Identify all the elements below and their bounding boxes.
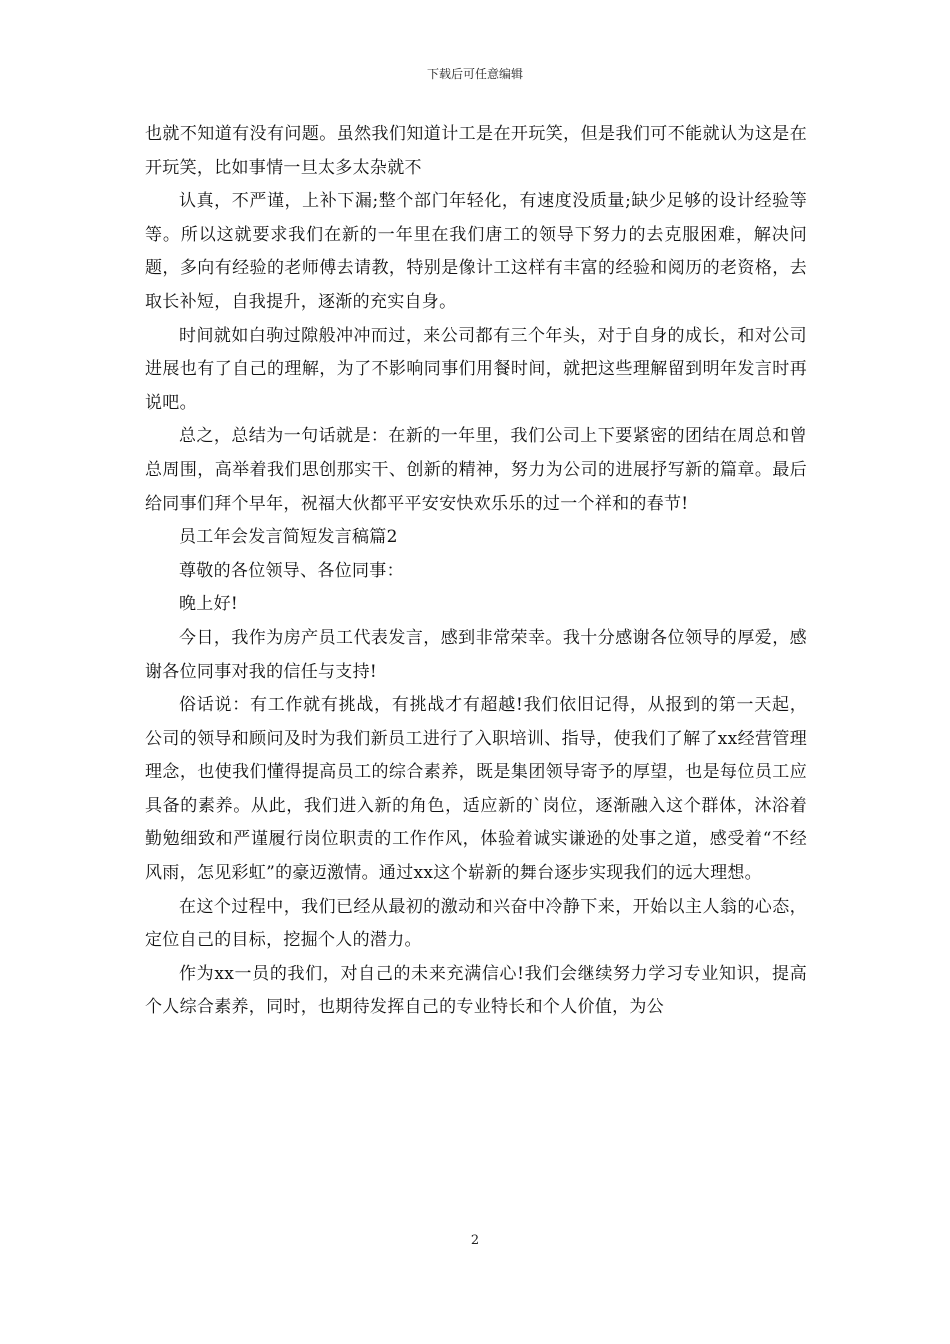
- paragraph-2: 认真，不严谨，上补下漏;整个部门年轻化，有速度没质量;缺少足够的设计经验等等。所以这就要求我们在新的一年里在我们唐工的领导下努力的去克服困难，解决问题，多向有经验的老师傅去请教，特别是像计工这样有丰富的经验和阅历的老资格，去取长补短，自我提升，逐渐的充实自身。: [145, 191, 807, 312]
- document-body: [145, 118, 807, 1025]
- salutation: 尊敬的各位领导、各位同事：: [179, 560, 404, 581]
- page-number: 2: [470, 1233, 480, 1248]
- paragraph-7: 在这个过程中，我们已经从最初的激动和兴奋中冷静下来，开始以主人翁的心态，定位自己的目标，挖掘个人的潜力。: [145, 896, 807, 951]
- section-title: 员工年会发言简短发言稿篇2: [179, 527, 398, 548]
- paragraph-1: 也就不知道有没有问题。虽然我们知道计工是在开玩笑，但是我们可不能就认为这是在开玩笑，比如事情一旦太多太杂就不: [145, 124, 807, 178]
- greeting: 晚上好!: [179, 594, 239, 615]
- paragraph-5: 今日，我作为房产员工代表发言，感到非常荣幸。我十分感谢各位领导的厚爱，感谢各位同事对我的信任与支持!: [145, 627, 807, 682]
- paragraph-4: 总之，总结为一句话就是：在新的一年里，我们公司上下要紧密的团结在周总和曾总周围，高举着我们思创那实干、创新的精神，努力为公司的进展抒写新的篇章。最后给同事们拜个早年，祝福大伙都平平安安快欢乐乐的过一个祥和的春节!: [145, 426, 807, 514]
- paragraph-8: 作为xx一员的我们，对自己的未来充满信心!我们会继续努力学习专业知识，提高个人综合素养，同时，也期待发挥自己的专业特长和个人价值，为公: [145, 963, 807, 1018]
- page-header: 下载后可任意编辑: [426, 67, 523, 81]
- paragraph-3: 时间就如白驹过隙般冲冲而过，来公司都有三个年头，对于自身的成长，和对公司进展也有了自己的理解，为了不影响同事们用餐时间，就把这些理解留到明年发言时再说吧。: [145, 325, 807, 413]
- paragraph-6: 俗话说：有工作就有挑战，有挑战才有超越!我们依旧记得，从报到的第一天起，公司的领导和顾问及时为我们新员工进行了入职培训、指导，使我们了解了xx经营管理理念，也使我们懂得提高员工的综合素养，既是集团领导寄予的厚望，也是每位员工应具备的素养。从此，我们进入新的角色，适应新的`岗位，逐渐融入这个群体，沐浴着勤勉细致和严谨履行岗位职责的工作作风，体验着诚实谦逊的处事之道，感受着“不经风雨，怎见彩虹”的豪迈激情。通过xx这个崭新的舞台逐步实现我们的远大理想。: [145, 695, 807, 884]
